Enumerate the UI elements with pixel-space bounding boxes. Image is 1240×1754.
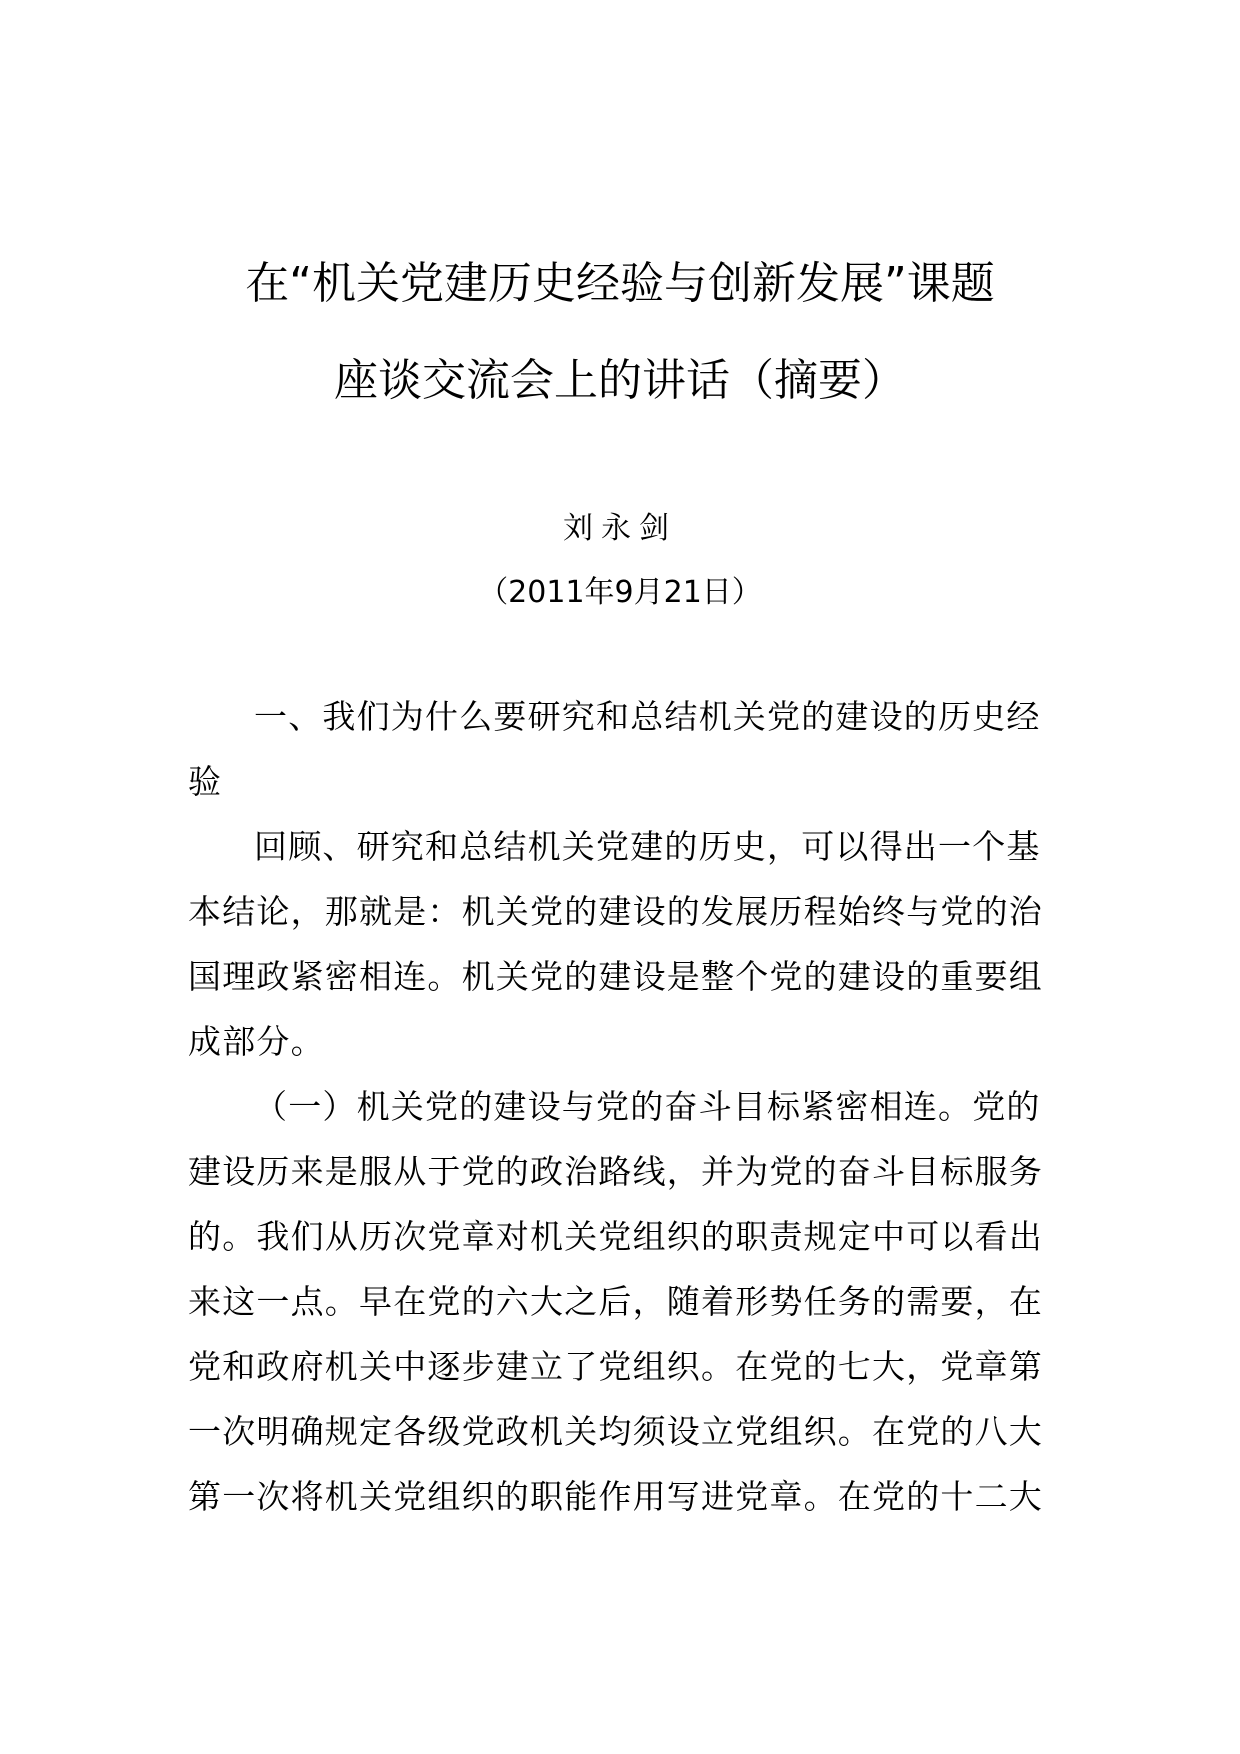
body-line: 验 (188, 762, 223, 801)
title-line-2: 座谈交流会上的讲话（摘要） (334, 355, 906, 406)
body-line: 第一次将机关党组织的职能作用写进党章。在党的十二大 (188, 1477, 1043, 1516)
speech-date: （2011年9月21日） (478, 575, 762, 610)
author-name: 刘永剑 (563, 511, 677, 546)
subsection-start-line: （一）机关党的建设与党的奋斗目标紧密相连。党的 (254, 1087, 1041, 1126)
body-line: 建设历来是服从于党的政治路线，并为党的奋斗目标服务 (188, 1152, 1043, 1191)
body-line: 国理政紧密相连。机关党的建设是整个党的建设的重要组 (188, 957, 1043, 996)
body-line: 来这一点。早在党的六大之后，随着形势任务的需要，在 (188, 1282, 1043, 1321)
title-line-1: 在“机关党建历史经验与创新发展”课题 (245, 258, 995, 309)
body-line: 本结论，那就是：机关党的建设的发展历程始终与党的治 (188, 892, 1043, 931)
body-line: 党和政府机关中逐步建立了党组织。在党的七大，党章第 (188, 1347, 1043, 1386)
body-line: 一次明确规定各级党政机关均须设立党组织。在党的八大 (188, 1412, 1043, 1451)
document-body (188, 697, 1058, 1545)
paragraph-start-line: 回顾、研究和总结机关党建的历史，可以得出一个基 (254, 827, 1041, 866)
section-heading-line: 一、我们为什么要研究和总结机关党的建设的历史经 (254, 697, 1041, 736)
body-line: 成部分。 (188, 1022, 325, 1061)
document-title (0, 258, 1240, 406)
body-line: 的。我们从历次党章对机关党组织的职责规定中可以看出 (188, 1217, 1043, 1256)
